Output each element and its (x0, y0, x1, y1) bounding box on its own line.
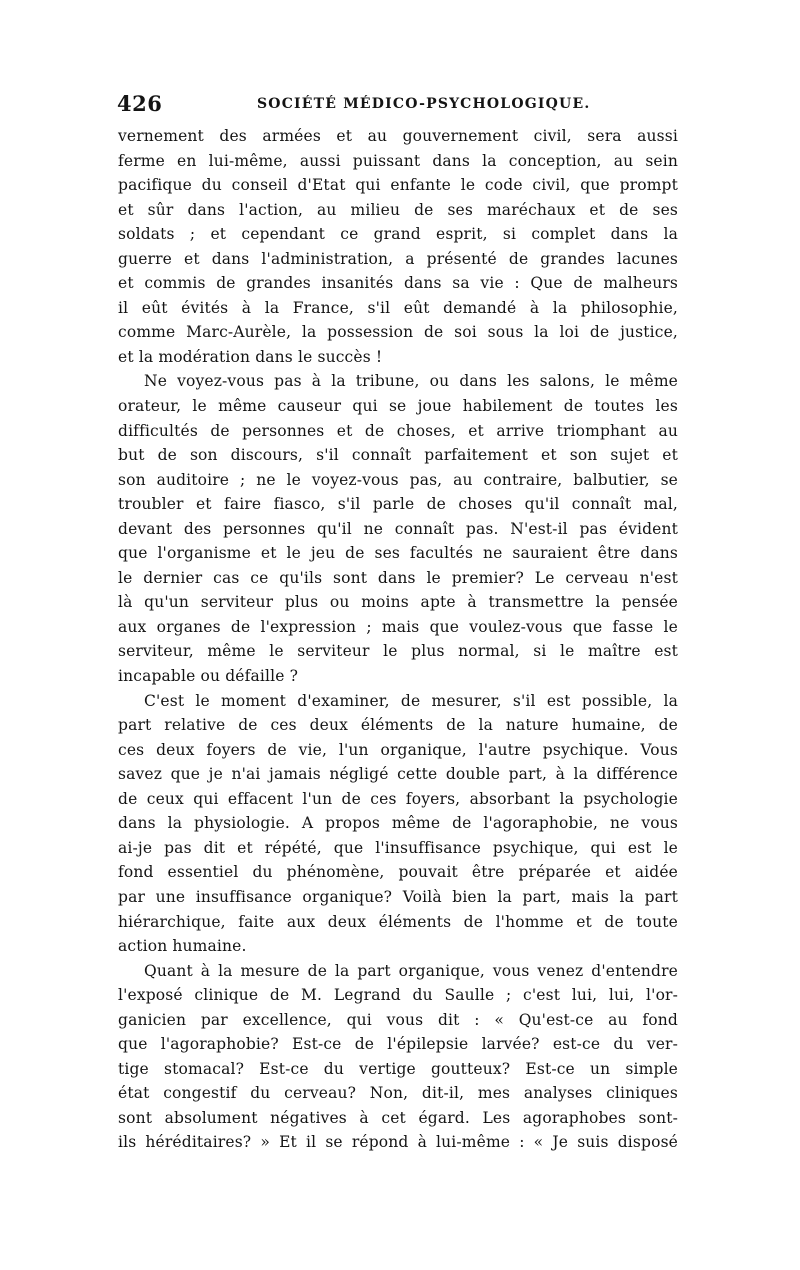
paragraph-end-line: et la modération dans le succès ! (118, 347, 383, 366)
text-line: soldats ; et cependant ce grand esprit, si complet dans la (118, 225, 678, 244)
text-line: troubler et faire fiasco, s'il parle de choses qu'il connaît mal, (118, 495, 678, 514)
text-line: là qu'un serviteur plus ou moins apte à transmettre la pensée (118, 593, 678, 612)
paragraph-start-line: Ne voyez-vous pas à la tribune, ou dans les salons, le même (144, 372, 678, 391)
page-number: 426 (117, 91, 163, 116)
paragraph-end-line: incapable ou défaille ? (118, 667, 299, 686)
paragraph-start-line: Quant à la mesure de la part organique, vous venez d'entendre (144, 961, 678, 980)
text-line: le dernier cas ce qu'ils sont dans le premier? Le cerveau n'est (118, 568, 678, 587)
text-line: vernement des armées et au gouvernement civil, sera aussi (118, 127, 678, 145)
running-title: SOCIÉTÉ MÉDICO-PSYCHOLOGIQUE. (257, 96, 591, 112)
page-header (117, 91, 677, 117)
text-line: sont absolument négatives à cet égard. Les agoraphobes sont- (118, 1108, 678, 1127)
body-text (118, 124, 678, 1155)
text-line: son auditoire ; ne le voyez-vous pas, au contraire, balbutier, se (118, 470, 678, 489)
text-line: que l'agoraphobie? Est-ce de l'épilepsie larvée? est-ce du ver- (118, 1035, 678, 1054)
text-line: tige stomacal? Est-ce du vertige goutteux? Est-ce un simple (118, 1059, 678, 1078)
text-line: l'exposé clinique de M. Legrand du Saulle ; c'est lui, lui, l'or- (118, 986, 678, 1005)
text-line: serviteur, même le serviteur le plus normal, si le maître est (118, 642, 678, 661)
text-line: fond essentiel du phénomène, pouvait être préparée et aidée (118, 863, 678, 882)
text-line: et sûr dans l'action, au milieu de ses maréchaux et de ses (118, 200, 678, 219)
text-line: orateur, le même causeur qui se joue habilement de toutes les (118, 397, 678, 416)
text-line: de ceux qui effacent l'un de ces foyers, absorbant la psychologie (118, 789, 678, 808)
text-line: ferme en lui-même, aussi puissant dans la conception, au sein (118, 151, 678, 170)
text-line: comme Marc-Aurèle, la possession de soi sous la loi de justice, (118, 323, 678, 342)
text-line: aux organes de l'expression ; mais que voulez-vous que fasse le (118, 617, 678, 636)
text-line: et commis de grandes insanités dans sa vie : Que de malheurs (118, 274, 678, 293)
text-line: que l'organisme et le jeu de ses facultés ne sauraient être dans (118, 544, 678, 563)
text-line: guerre et dans l'administration, a présenté de grandes lacunes (118, 249, 678, 268)
text-line: état congestif du cerveau? Non, dit-il, mes analyses cliniques (118, 1084, 678, 1103)
text-line: part relative de ces deux éléments de la nature humaine, de (118, 716, 678, 735)
text-line: par une insuffisance organique? Voilà bien la part, mais la part (118, 887, 678, 906)
text-line: ganicien par excellence, qui vous dit : « Qu'est-ce au fond (118, 1010, 678, 1029)
text-line: ces deux foyers de vie, l'un organique, l'autre psychique. Vous (118, 740, 678, 759)
text-line: but de son discours, s'il connaît parfaitement et son sujet et (118, 446, 678, 465)
text-line: difficultés de personnes et de choses, et arrive triomphant au (118, 421, 678, 440)
paragraph-end-line: action humaine. (118, 937, 247, 956)
text-line: devant des personnes qu'il ne connaît pas. N'est-il pas évident (118, 519, 678, 538)
text-line: ils héréditaires? » Et il se répond à lui-même : « Je suis disposé (118, 1133, 678, 1152)
text-line: hiérarchique, faite aux deux éléments de l'homme et de toute (118, 912, 678, 931)
text-line: dans la physiologie. A propos même de l'agoraphobie, ne vous (118, 814, 678, 833)
paragraph-start-line: C'est le moment d'examiner, de mesurer, s'il est possible, la (144, 691, 678, 710)
text-line: savez que je n'ai jamais négligé cette double part, à la différence (118, 765, 678, 784)
text-line: ai-je pas dit et répété, que l'insuffisance psychique, qui est le (118, 838, 678, 857)
text-line: il eût évités à la France, s'il eût demandé à la philosophie, (118, 298, 678, 317)
text-line: pacifique du conseil d'Etat qui enfante le code civil, que prompt (118, 176, 678, 195)
